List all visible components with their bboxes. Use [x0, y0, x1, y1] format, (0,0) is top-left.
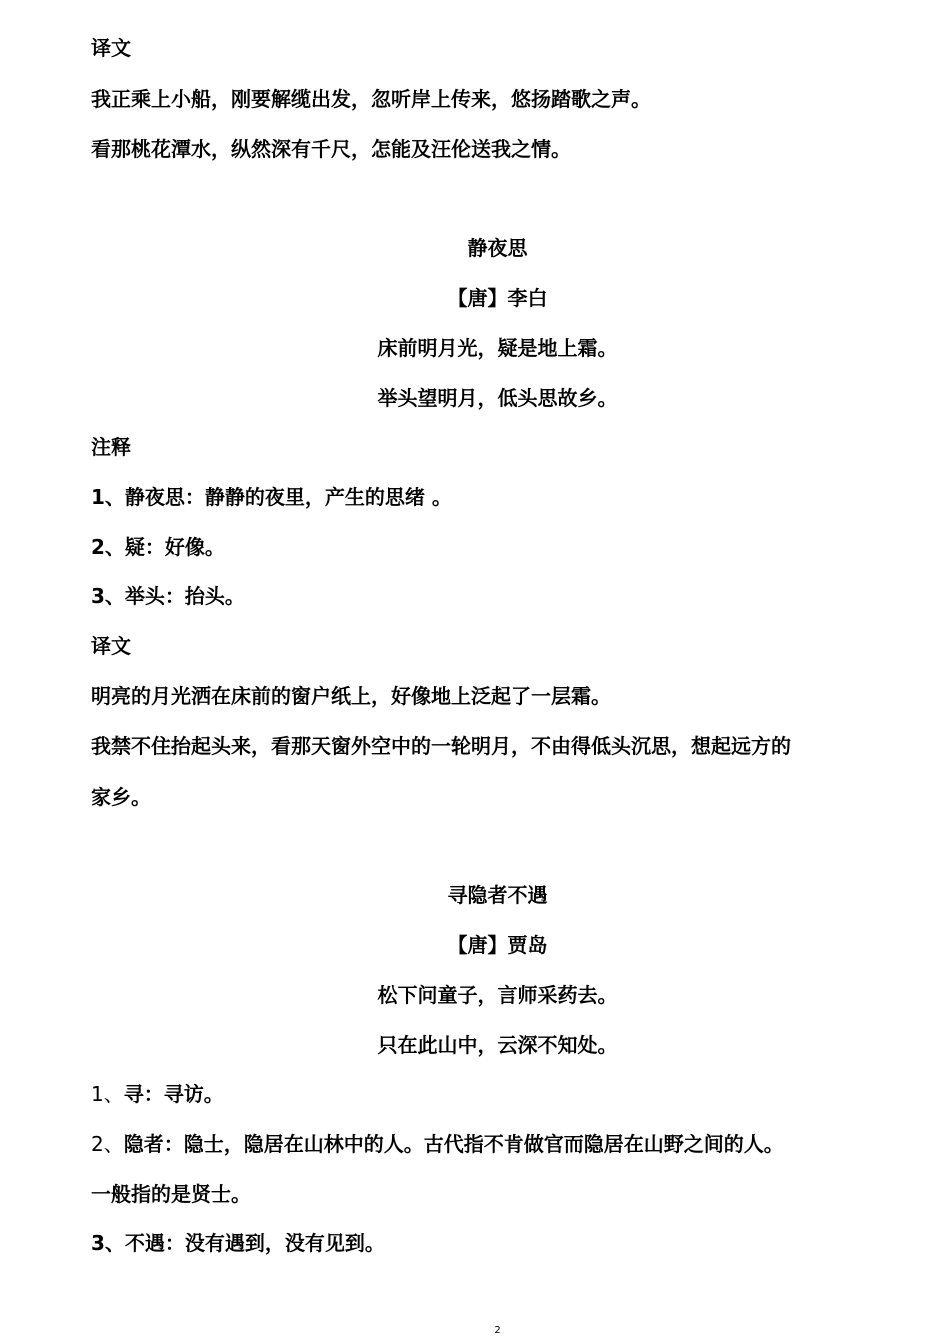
notes-heading: 注释	[91, 435, 131, 459]
note-text: 隐者：隐士，隐居在山林中的人。古代指不肯做官而隐居在山野之间的人。	[123, 1132, 784, 1156]
note-item: 3、举头：抬头。	[91, 584, 245, 608]
translation-line: 我正乘上小船，刚要解缆出发，忽听岸上传来，悠扬踏歌之声。	[91, 87, 651, 111]
page-number: 2	[494, 1325, 501, 1336]
note-item	[91, 1080, 224, 1108]
poem-title: 寻隐者不遇	[447, 883, 548, 907]
poem-line: 举头望明月，低头思故乡。	[377, 386, 618, 410]
poem-line: 松下问童子，言师采药去。	[377, 983, 618, 1007]
note-item: 2、疑：好像。	[91, 535, 225, 559]
translation-heading: 译文	[91, 36, 131, 60]
translation-line: 看那桃花潭水，纵然深有千尺，怎能及汪伦送我之情。	[91, 137, 571, 161]
translation-heading: 译文	[91, 634, 131, 658]
note-item	[91, 1130, 784, 1158]
poem-title: 静夜思	[467, 236, 528, 260]
note-item: 一般指的是贤士。	[91, 1182, 251, 1206]
translation-line: 家乡。	[91, 785, 151, 809]
translation-line: 明亮的月光洒在床前的窗户纸上，好像地上泛起了一层霜。	[91, 684, 611, 708]
translation-line: 我禁不住抬起头来，看那天窗外空中的一轮明月，不由得低头沉思，想起远方的	[91, 734, 791, 758]
note-item: 3、不遇：没有遇到，没有见到。	[91, 1231, 385, 1255]
poem-author: 【唐】李白	[447, 286, 548, 310]
poem-line: 只在此山中，云深不知处。	[377, 1033, 618, 1057]
note-item: 1、静夜思：静静的夜里，产生的思绪 。	[91, 485, 452, 509]
note-number: 1、	[91, 1082, 124, 1106]
poem-line: 床前明月光，疑是地上霜。	[377, 336, 618, 360]
poem-author: 【唐】贾岛	[447, 933, 548, 957]
note-number: 2、	[91, 1132, 124, 1156]
note-text: 寻：寻访。	[123, 1082, 224, 1106]
